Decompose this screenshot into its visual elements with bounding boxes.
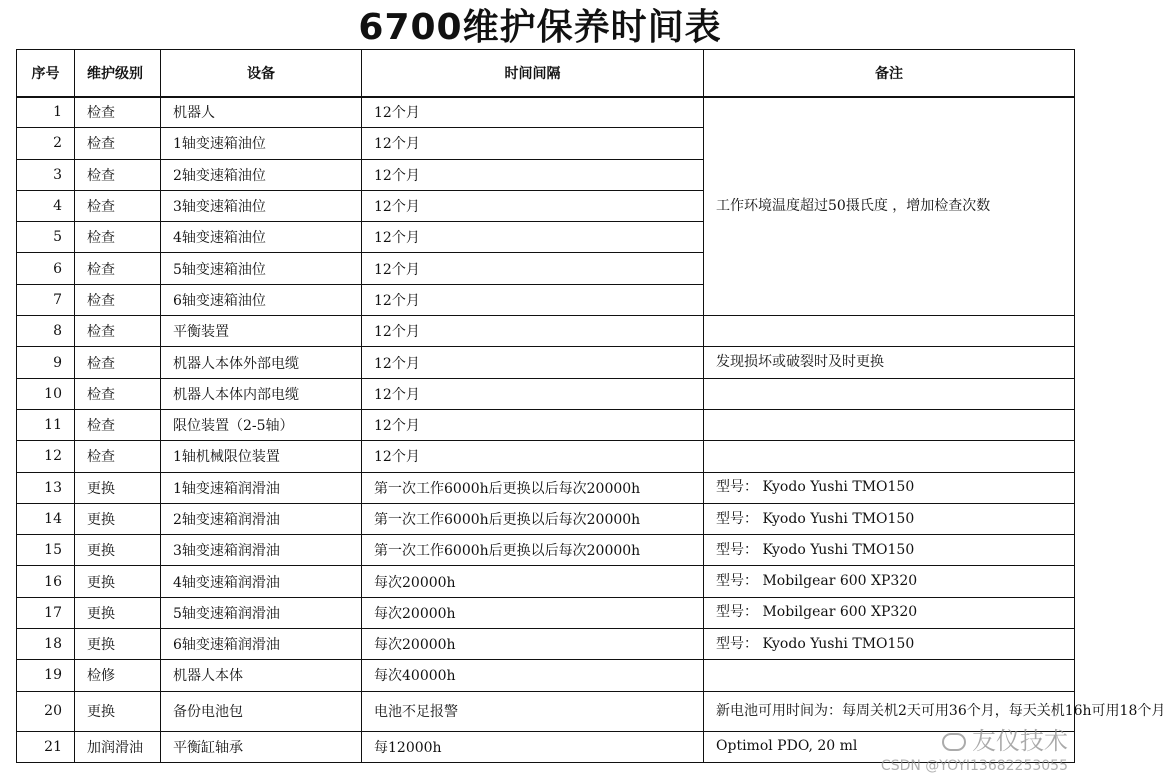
row-device: 平衡装置 [161, 316, 362, 347]
row-device: 备份电池包 [161, 691, 362, 731]
row-level: 更换 [75, 629, 161, 660]
row-level: 检查 [75, 190, 161, 221]
row-device: 6轴变速箱润滑油 [161, 629, 362, 660]
row-device: 1轴机械限位装置 [161, 441, 362, 472]
row-level: 加润滑油 [75, 731, 161, 762]
row-no: 3 [17, 159, 75, 190]
row-interval: 12个月 [362, 253, 704, 284]
row-interval: 12个月 [362, 409, 704, 440]
row-no: 8 [17, 316, 75, 347]
row-device: 机器人 [161, 97, 362, 128]
row-no: 11 [17, 409, 75, 440]
table-row [17, 566, 1075, 597]
row-level: 检查 [75, 409, 161, 440]
table-row [17, 378, 1075, 409]
row-no: 15 [17, 535, 75, 566]
header-no: 序号 [17, 50, 75, 97]
row-device: 机器人本体 [161, 660, 362, 691]
row-level: 更换 [75, 535, 161, 566]
table-row [17, 660, 1075, 691]
table-row [17, 347, 1075, 378]
row-note: 型号： Kyodo Yushi TMO150 [704, 472, 1075, 503]
table-row [17, 629, 1075, 660]
row-no: 19 [17, 660, 75, 691]
row-no: 18 [17, 629, 75, 660]
row-device: 3轴变速箱油位 [161, 190, 362, 221]
row-note: 型号： Mobilgear 600 XP320 [704, 566, 1075, 597]
row-interval: 12个月 [362, 284, 704, 315]
row-no: 20 [17, 691, 75, 731]
header-device: 设备 [161, 50, 362, 97]
merged-note-cell: 工作环境温度超过50摄氏度 ，增加检查次数 [704, 97, 1075, 316]
row-level: 更换 [75, 503, 161, 534]
page-title: 6700维护保养时间表 [358, 7, 722, 48]
row-device: 4轴变速箱润滑油 [161, 566, 362, 597]
watermark [881, 721, 1068, 774]
row-note: 型号： Mobilgear 600 XP320 [704, 597, 1075, 628]
header-interval: 时间间隔 [362, 50, 704, 97]
row-interval: 第一次工作6000h后更换以后每次20000h [362, 472, 704, 503]
header-level: 维护级别 [75, 50, 161, 97]
row-no: 6 [17, 253, 75, 284]
row-interval: 12个月 [362, 159, 704, 190]
row-device: 2轴变速箱润滑油 [161, 503, 362, 534]
row-note [704, 441, 1075, 472]
table-body [17, 97, 1165, 763]
table-row [17, 472, 1075, 503]
row-note [704, 660, 1075, 691]
row-level: 检查 [75, 316, 161, 347]
row-level: 检查 [75, 347, 161, 378]
row-interval: 12个月 [362, 378, 704, 409]
row-no: 9 [17, 347, 75, 378]
row-level: 检查 [75, 159, 161, 190]
row-note: Optimol PDO, 20 ml [704, 731, 1075, 762]
row-device: 6轴变速箱油位 [161, 284, 362, 315]
row-no: 21 [17, 731, 75, 762]
row-device: 限位装置（2-5轴） [161, 409, 362, 440]
row-no: 2 [17, 128, 75, 159]
row-no: 1 [17, 97, 75, 128]
row-device: 2轴变速箱油位 [161, 159, 362, 190]
row-no: 5 [17, 222, 75, 253]
table-row [17, 535, 1075, 566]
row-device: 4轴变速箱油位 [161, 222, 362, 253]
row-level: 检修 [75, 660, 161, 691]
row-note: 新电池可用时间为：每周关机2天可用36个月，每天关机16h可用18个月 [704, 691, 1075, 731]
header-note: 备注 [704, 50, 1075, 97]
watermark-credit: CSDN @YOYI13682253055 [880, 758, 1068, 774]
maintenance-table [16, 49, 1165, 763]
row-interval: 第一次工作6000h后更换以后每次20000h [362, 503, 704, 534]
row-level: 检查 [75, 378, 161, 409]
row-no: 7 [17, 284, 75, 315]
row-level: 检查 [75, 222, 161, 253]
row-note: 型号： Kyodo Yushi TMO150 [704, 503, 1075, 534]
row-device: 5轴变速箱润滑油 [161, 597, 362, 628]
row-interval: 12个月 [362, 97, 704, 128]
row-interval: 12个月 [362, 441, 704, 472]
row-device: 机器人本体内部电缆 [161, 378, 362, 409]
row-note [704, 378, 1075, 409]
row-no: 16 [17, 566, 75, 597]
row-no: 14 [17, 503, 75, 534]
row-interval: 每次20000h [362, 629, 704, 660]
row-interval: 电池不足报警 [362, 691, 704, 731]
row-interval: 每次40000h [362, 660, 704, 691]
row-note [704, 409, 1075, 440]
row-device: 3轴变速箱润滑油 [161, 535, 362, 566]
row-level: 更换 [75, 691, 161, 731]
row-interval: 12个月 [362, 222, 704, 253]
row-no: 10 [17, 378, 75, 409]
row-interval: 第一次工作6000h后更换以后每次20000h [362, 535, 704, 566]
row-note: 发现损坏或破裂时及时更换 [704, 347, 1075, 378]
row-device: 1轴变速箱润滑油 [161, 472, 362, 503]
row-device: 1轴变速箱油位 [161, 128, 362, 159]
row-note: 型号： Kyodo Yushi TMO150 [704, 535, 1075, 566]
table-row [17, 409, 1075, 440]
row-device: 平衡缸轴承 [161, 731, 362, 762]
row-level: 检查 [75, 97, 161, 128]
row-no: 12 [17, 441, 75, 472]
row-interval: 每次20000h [362, 597, 704, 628]
row-no: 4 [17, 190, 75, 221]
row-level: 更换 [75, 472, 161, 503]
table-row [17, 597, 1075, 628]
row-level: 更换 [75, 597, 161, 628]
row-level: 检查 [75, 253, 161, 284]
row-device: 机器人本体外部电缆 [161, 347, 362, 378]
row-device: 5轴变速箱油位 [161, 253, 362, 284]
row-note: 型号： Kyodo Yushi TMO150 [704, 629, 1075, 660]
row-level: 检查 [75, 128, 161, 159]
watermark-brand: 友仪技术 [881, 721, 1068, 756]
row-interval: 12个月 [362, 347, 704, 378]
row-interval: 每次20000h [362, 566, 704, 597]
row-level: 检查 [75, 441, 161, 472]
row-no: 13 [17, 472, 75, 503]
row-interval: 每12000h [362, 731, 704, 762]
wechat-icon [942, 733, 966, 751]
table-header-row [17, 50, 1075, 97]
table-row [17, 316, 1075, 347]
row-level: 检查 [75, 284, 161, 315]
row-note [704, 316, 1075, 347]
row-no: 17 [17, 597, 75, 628]
row-interval: 12个月 [362, 190, 704, 221]
table-row [17, 503, 1075, 534]
table-row [17, 97, 1075, 128]
row-level: 更换 [75, 566, 161, 597]
row-interval: 12个月 [362, 128, 704, 159]
table-row [17, 441, 1075, 472]
row-interval: 12个月 [362, 316, 704, 347]
